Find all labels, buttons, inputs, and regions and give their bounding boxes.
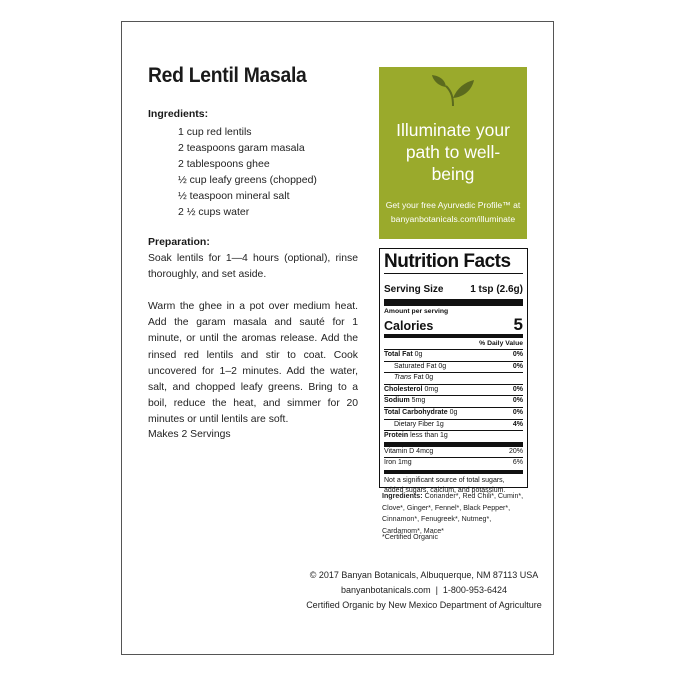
ingredients-heading: Ingredients: <box>148 108 209 120</box>
ingredient-list <box>178 124 317 221</box>
nutrient-row-trans-fat: Trans Fat 0g <box>394 374 434 382</box>
nutrition-footnote: Not a significant source of total sugars, added sugars, calcium, and potassium. <box>384 476 506 494</box>
ingredient-item: 2 ½ cups water <box>178 206 250 219</box>
calories-value: 5 <box>513 315 523 334</box>
ingredient-item: 1 cup red lentils <box>178 126 252 138</box>
divider <box>384 334 523 338</box>
servings-note: Makes 2 Servings <box>148 429 231 440</box>
nutrient-row-iron: Iron 1mg 6% <box>384 459 523 467</box>
contact-line: banyanbotanicals.com | 1-800-953-6424 <box>341 585 507 595</box>
serving-size-value: 1 tsp (2.6g) <box>470 284 523 295</box>
nutrient-row-dietary-fiber: Dietary Fiber 1g 4% <box>394 420 523 428</box>
spice-ingredients <box>382 491 532 537</box>
nutrient-row-total-carbohydrate: Total Carbohydrate 0g 0% <box>384 408 523 416</box>
leaf-icon <box>430 74 476 108</box>
spice-ingredients-label: Ingredients: <box>382 492 423 500</box>
divider <box>384 299 523 306</box>
ingredient-item: 2 tablespoons ghee <box>178 158 270 171</box>
nutrition-facts-panel <box>379 248 528 494</box>
nutrient-row-vitamin-d: Vitamin D 4mcg 20% <box>384 447 523 455</box>
footer <box>296 568 552 613</box>
daily-value-header: % Daily Value <box>479 340 523 347</box>
recipe-title: Red Lentil Masala <box>148 64 307 87</box>
nutrition-title: Nutrition Facts <box>384 251 511 272</box>
amount-per-serving: Amount per serving <box>384 308 449 315</box>
preparation-step: Soak lentils for 1—4 hours (optional), rinse thoroughly, and set aside. <box>148 253 358 281</box>
ingredient-item: ½ teaspoon mineral salt <box>178 190 290 203</box>
certified-organic-note: *Certified Organic <box>382 533 438 541</box>
nutrient-row-sodium: Sodium 5mg 0% <box>384 397 523 405</box>
divider <box>384 273 523 274</box>
divider <box>384 470 523 474</box>
calories-row <box>384 316 523 333</box>
calories-label: Calories <box>384 319 434 333</box>
promo-subtext: Get your free Ayurvedic Profile™ at banyanbotanicals.com/illuminate <box>385 200 521 224</box>
nutrient-row-protein: Protein less than 1g <box>384 432 448 440</box>
promo-headline: Illuminate your path to well-being <box>396 120 510 184</box>
nutrient-row-total-fat: Total Fat 0g 0% <box>384 351 523 358</box>
preparation-heading: Preparation: <box>148 236 210 248</box>
certification-line: Certified Organic by New Mexico Department of Agriculture <box>306 600 542 610</box>
copyright-line: © 2017 Banyan Botanicals, Albuquerque, NM 87113 USA <box>309 570 539 580</box>
nutrient-row-saturated-fat: Saturated Fat 0g 0% <box>394 362 523 370</box>
serving-size-label: Serving Size <box>384 284 444 295</box>
spice-ingredients-text: Coriander*, Red Chili*, Cumin*, Clove*, Ginger*, Fennel*, Black Pepper*, Cinnamon*, Fenugreek*, Nutmeg*, Cardamom*, Mace* <box>382 492 524 535</box>
promo-box <box>379 67 527 239</box>
ingredient-item: 2 teaspoons garam masala <box>178 142 305 155</box>
nutrient-row-cholesterol: Cholesterol 0mg 0% <box>384 385 523 393</box>
ingredient-item: ½ cup leafy greens (chopped) <box>178 174 317 187</box>
serving-size-row <box>384 283 523 297</box>
preparation-step: Warm the ghee in a pot over medium heat. Add the garam masala and sauté for 1 minute, or until the aromas release. Add the rinsed red lentils and stir to coat. Cook uncovered for 1–2 minutes. Add the water, salt, and chopped leafy greens. Bring to a boil, reduce the heat, and simmer for 20 minutes or until lentils are soft. <box>148 301 358 426</box>
